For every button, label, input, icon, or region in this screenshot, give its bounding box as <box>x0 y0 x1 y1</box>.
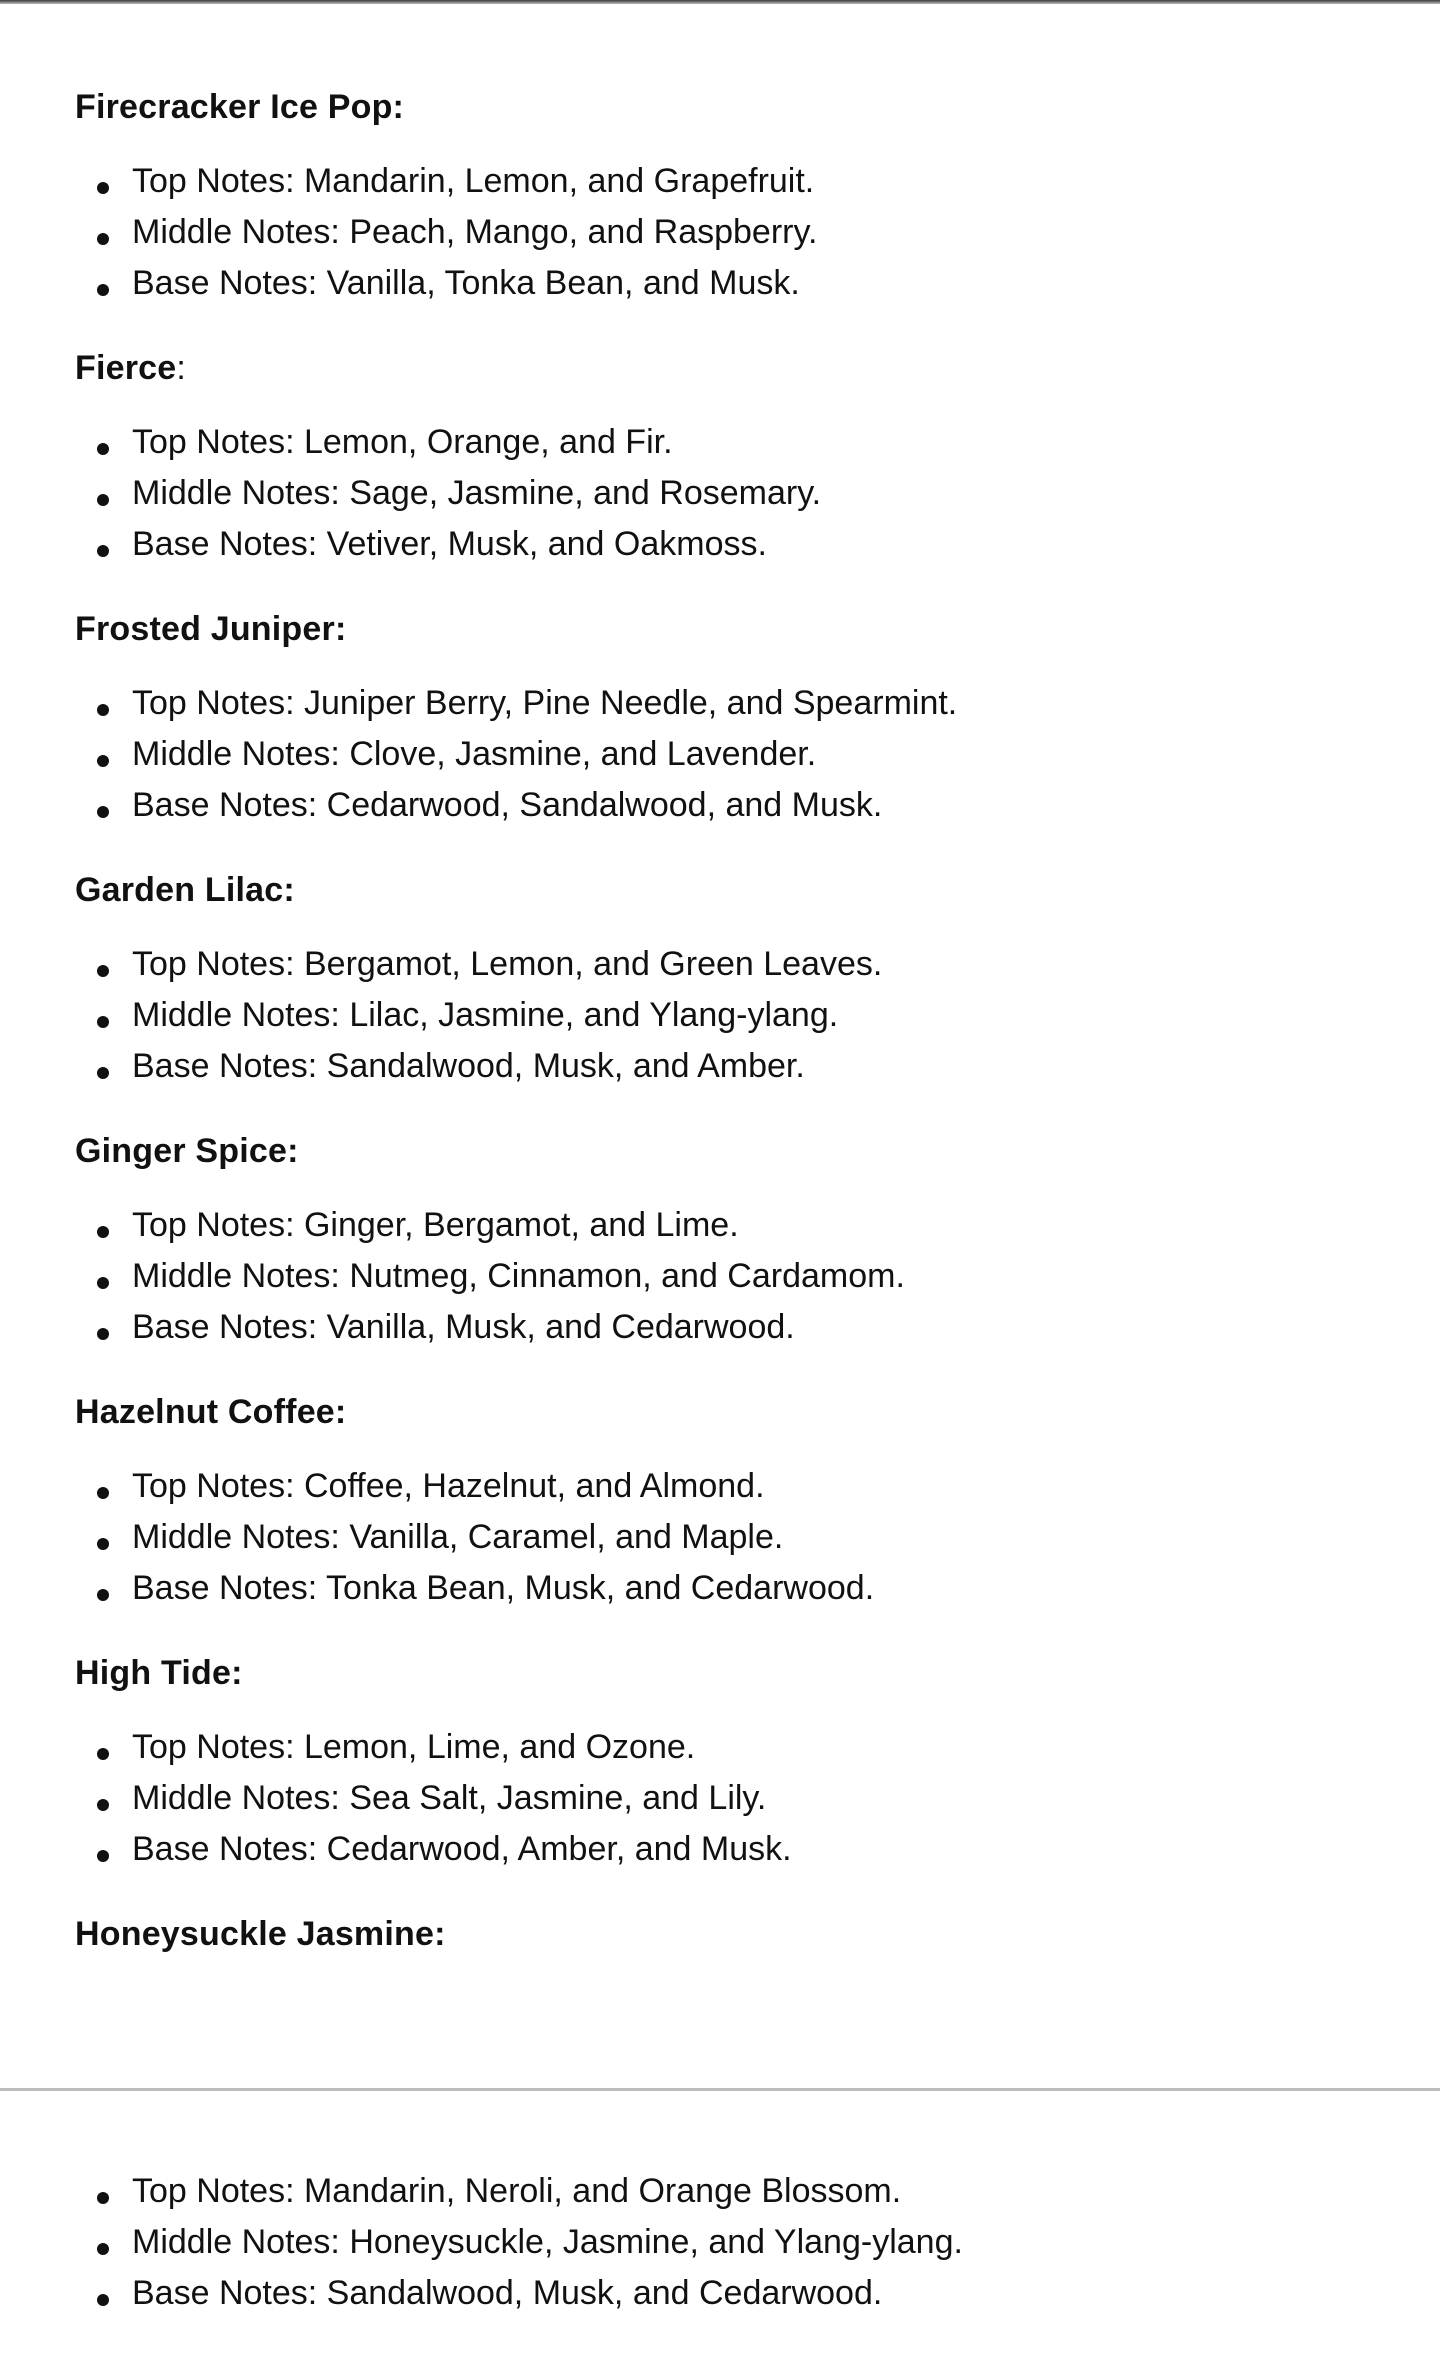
section-heading-high-tide: High Tide: <box>75 1654 243 1692</box>
notes-list-high-tide <box>75 1726 792 1879</box>
section-heading-firecracker-ice-pop: Firecracker Ice Pop: <box>75 88 405 126</box>
list-item: Top Notes: Bergamot, Lemon, and Green Leaves. <box>75 943 882 994</box>
list-item: Middle Notes: Sea Salt, Jasmine, and Lily. <box>75 1777 792 1828</box>
list-item: Base Notes: Vanilla, Musk, and Cedarwood. <box>75 1306 905 1357</box>
bullet-icon <box>97 965 109 977</box>
list-item: Base Notes: Sandalwood, Musk, and Amber. <box>75 1045 882 1096</box>
list-item: Base Notes: Tonka Bean, Musk, and Cedarwood. <box>75 1567 874 1618</box>
bullet-icon <box>97 182 109 194</box>
bullet-icon <box>97 545 109 557</box>
list-item: Middle Notes: Clove, Jasmine, and Lavender. <box>75 733 957 784</box>
list-item: Middle Notes: Nutmeg, Cinnamon, and Cardamom. <box>75 1255 905 1306</box>
list-item: Base Notes: Cedarwood, Amber, and Musk. <box>75 1828 792 1879</box>
bullet-icon <box>97 494 109 506</box>
list-item: Top Notes: Lemon, Lime, and Ozone. <box>75 1726 792 1777</box>
list-item: Top Notes: Lemon, Orange, and Fir. <box>75 421 821 472</box>
notes-list-hazelnut-coffee <box>75 1465 874 1618</box>
bullet-icon <box>97 704 109 716</box>
notes-list-fierce <box>75 421 821 574</box>
bullet-icon <box>97 1277 109 1289</box>
list-item: Middle Notes: Honeysuckle, Jasmine, and Ylang-ylang. <box>75 2221 963 2272</box>
bullet-icon <box>97 2294 109 2306</box>
bullet-icon <box>97 1538 109 1550</box>
bullet-icon <box>97 2192 109 2204</box>
notes-list-ginger-spice <box>75 1204 905 1357</box>
list-item: Middle Notes: Sage, Jasmine, and Rosemary. <box>75 472 821 523</box>
bullet-icon <box>97 1487 109 1499</box>
list-item: Top Notes: Mandarin, Neroli, and Orange Blossom. <box>75 2170 963 2221</box>
bullet-icon <box>97 1850 109 1862</box>
list-item: Base Notes: Vetiver, Musk, and Oakmoss. <box>75 523 821 574</box>
document-page-2 <box>0 2091 1440 2362</box>
bullet-icon <box>97 1589 109 1601</box>
list-item: Base Notes: Vanilla, Tonka Bean, and Musk. <box>75 262 817 313</box>
list-item: Top Notes: Coffee, Hazelnut, and Almond. <box>75 1465 874 1516</box>
bullet-icon <box>97 1016 109 1028</box>
section-heading-honeysuckle-jasmine: Honeysuckle Jasmine: <box>75 1915 446 1953</box>
bullet-icon <box>97 1799 109 1811</box>
bullet-icon <box>97 806 109 818</box>
notes-list-garden-lilac <box>75 943 882 1096</box>
list-item: Middle Notes: Vanilla, Caramel, and Maple. <box>75 1516 874 1567</box>
list-item: Base Notes: Cedarwood, Sandalwood, and Musk. <box>75 784 957 835</box>
section-heading-fierce: Fierce: <box>75 349 187 387</box>
bullet-icon <box>97 233 109 245</box>
notes-list-honeysuckle-jasmine <box>75 2170 963 2323</box>
list-item: Base Notes: Sandalwood, Musk, and Cedarwood. <box>75 2272 963 2323</box>
bullet-icon <box>97 2243 109 2255</box>
list-item: Middle Notes: Peach, Mango, and Raspberry. <box>75 211 817 262</box>
bullet-icon <box>97 284 109 296</box>
section-heading-garden-lilac: Garden Lilac: <box>75 871 295 909</box>
list-item: Top Notes: Juniper Berry, Pine Needle, and Spearmint. <box>75 682 957 733</box>
section-heading-frosted-juniper: Frosted Juniper: <box>75 610 347 648</box>
bullet-icon <box>97 1226 109 1238</box>
bullet-icon <box>97 443 109 455</box>
bullet-icon <box>97 1067 109 1079</box>
bullet-icon <box>97 1748 109 1760</box>
section-heading-hazelnut-coffee: Hazelnut Coffee: <box>75 1393 347 1431</box>
bullet-icon <box>97 1328 109 1340</box>
section-heading-ginger-spice: Ginger Spice: <box>75 1132 299 1170</box>
list-item: Top Notes: Ginger, Bergamot, and Lime. <box>75 1204 905 1255</box>
notes-list-frosted-juniper <box>75 682 957 835</box>
bullet-icon <box>97 755 109 767</box>
list-item: Middle Notes: Lilac, Jasmine, and Ylang-ylang. <box>75 994 882 1045</box>
notes-list-firecracker-ice-pop <box>75 160 817 313</box>
list-item: Top Notes: Mandarin, Lemon, and Grapefruit. <box>75 160 817 211</box>
